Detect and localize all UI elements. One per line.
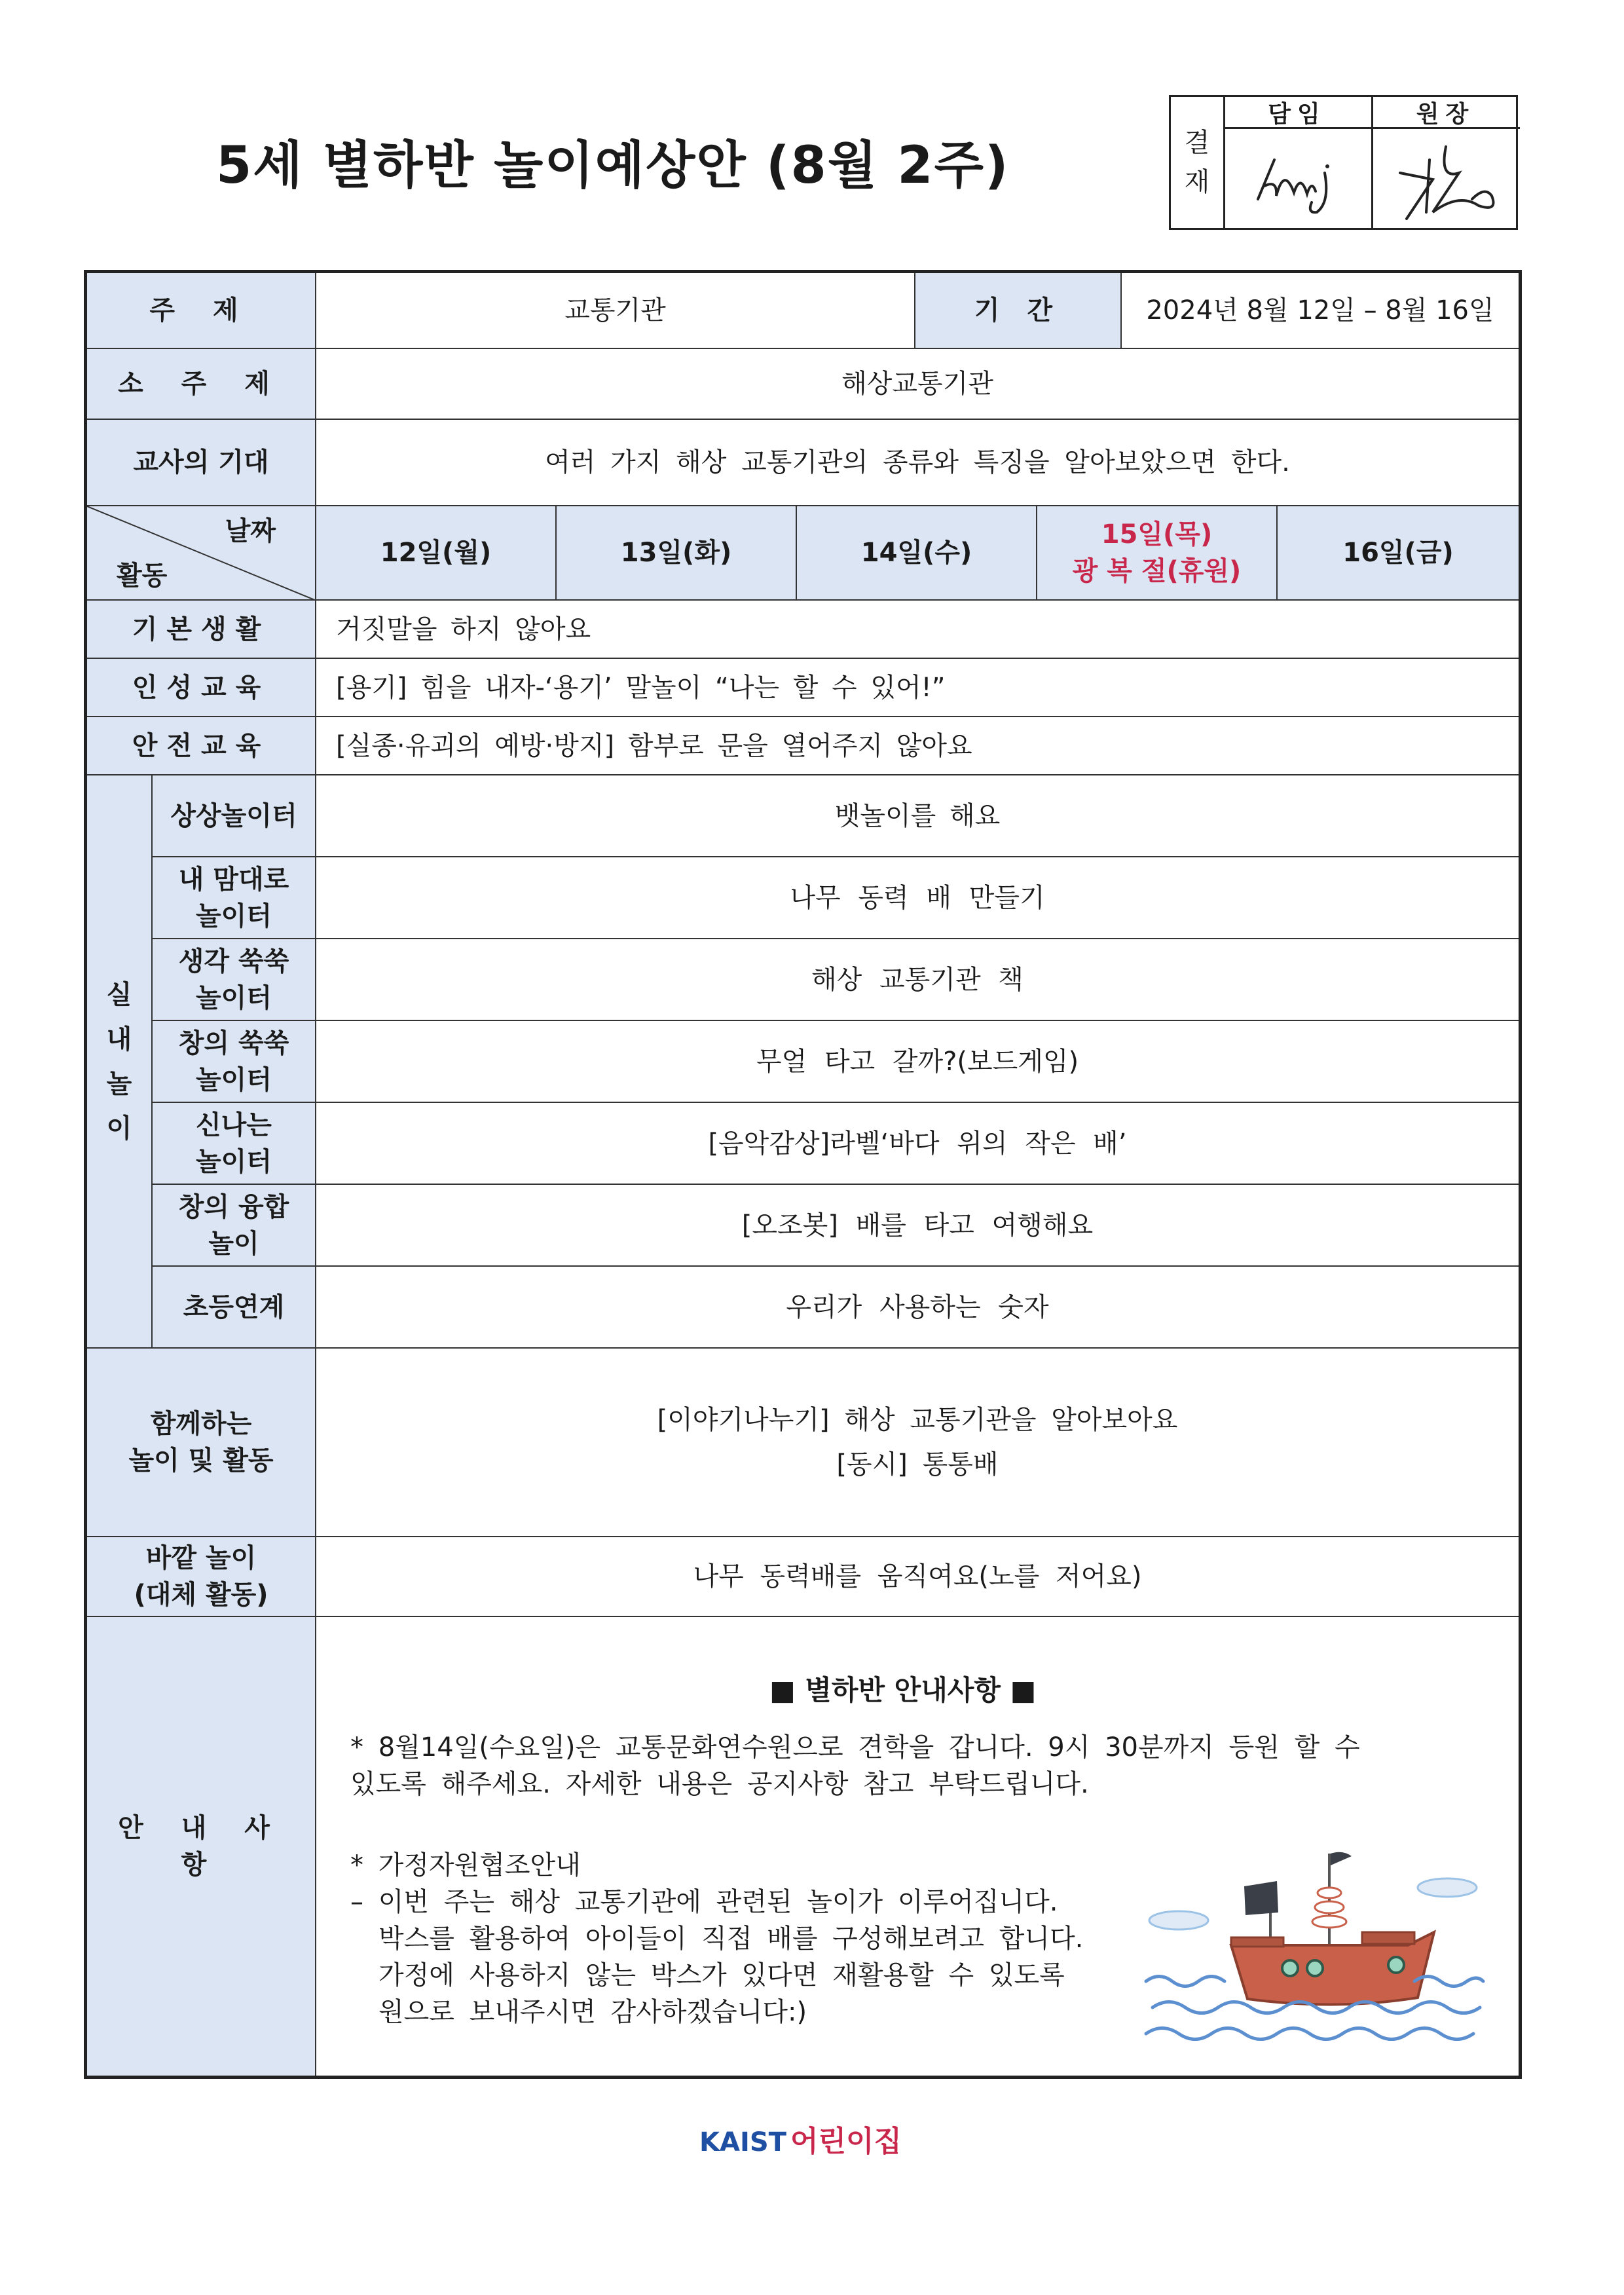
together-value bbox=[316, 1349, 1519, 1537]
together-line1: [이야기나누기] 해상 교통기관을 알아보아요 bbox=[657, 1405, 1178, 1435]
indoor-label-5 bbox=[153, 1103, 316, 1185]
notice-p2-head: * 가정자원협조안내 bbox=[350, 1850, 581, 1880]
approval-teacher bbox=[1223, 97, 1373, 228]
days-corner bbox=[87, 506, 316, 601]
day-tue: 13일(화) bbox=[557, 506, 797, 601]
indoor-label-6-line2: 놀이 bbox=[208, 1228, 259, 1259]
theme-label: 주 제 bbox=[87, 273, 316, 349]
daily-label-basic: 기본생활 bbox=[87, 601, 316, 659]
director-signature bbox=[1371, 129, 1520, 230]
expectation-value: 여러 가지 해상 교통기관의 종류와 특징을 알아보았으면 한다. bbox=[316, 420, 1519, 506]
approval-teacher-header: 담임 bbox=[1223, 97, 1371, 129]
indoor-value-2: 나무 동력 배 만들기 bbox=[316, 857, 1519, 939]
indoor-label-1 bbox=[153, 775, 316, 857]
notice-p2-line3: 가정에 사용하지 않는 박스가 있다면 재활용할 수 있도록 bbox=[378, 1960, 1065, 1990]
indoor-value-7: 우리가 사용하는 숫자 bbox=[316, 1267, 1519, 1349]
indoor-value-4: 무얼 타고 갈까?(보드게임) bbox=[316, 1021, 1519, 1103]
period-label: 기 간 bbox=[915, 273, 1122, 349]
indoor-label-7 bbox=[153, 1267, 316, 1349]
notice-label: 안 내 사 항 bbox=[87, 1617, 316, 2076]
indoor-label-5-line2: 놀이터 bbox=[196, 1146, 272, 1177]
notice-p2-line1: – 이번 주는 해상 교통기관에 관련된 놀이가 이루어집니다. bbox=[350, 1887, 1058, 1917]
together-label-line2: 놀이 및 활동 bbox=[128, 1446, 274, 1476]
outdoor-value: 나무 동력배를 움직여요(노를 저어요) bbox=[316, 1537, 1519, 1617]
approval-label-top: 결 bbox=[1184, 128, 1210, 158]
corner-date-label: 날짜 bbox=[225, 516, 276, 546]
expectation-label: 교사의 기대 bbox=[87, 420, 316, 506]
indoor-label-4-line1: 창의 쑥쑥 bbox=[178, 1028, 289, 1058]
notice-p1-line1: * 8월14일(수요일)은 교통문화연수원으로 견학을 갑니다. 9시 30분까지 등원 할 수 bbox=[350, 1732, 1360, 1763]
daily-label-safety: 안전교육 bbox=[87, 717, 316, 775]
outdoor-label-line1: 바깥 놀이 bbox=[145, 1543, 257, 1573]
theme-value: 교통기관 bbox=[316, 273, 915, 349]
day-thu bbox=[1037, 506, 1278, 601]
ship-illustration bbox=[1139, 1847, 1486, 2070]
indoor-char-4: 이 bbox=[106, 1113, 132, 1144]
together-label bbox=[87, 1349, 316, 1537]
logo-name: 어린이집 bbox=[790, 2125, 902, 2158]
approval-director-header: 원장 bbox=[1371, 97, 1520, 129]
indoor-char-3: 놀 bbox=[106, 1068, 132, 1099]
day-mon: 12일(월) bbox=[316, 506, 557, 601]
indoor-char-1: 실 bbox=[106, 979, 132, 1010]
daily-value-character: [용기] 힘을 내자-‘용기’ 말놀이 “나는 할 수 있어!” bbox=[316, 659, 1519, 717]
indoor-label-3-line1: 생각 쑥쑥 bbox=[178, 946, 289, 977]
daily-value-safety: [실종·유괴의 예방·방지] 함부로 문을 열어주지 않아요 bbox=[316, 717, 1519, 775]
indoor-value-3: 해상 교통기관 책 bbox=[316, 939, 1519, 1021]
day-fri: 16일(금) bbox=[1278, 506, 1519, 601]
plan-table bbox=[84, 270, 1522, 2079]
indoor-label-2-line2: 놀이터 bbox=[196, 901, 272, 931]
kaist-daycare-logo bbox=[699, 2118, 902, 2159]
indoor-label-2-line1: 내 맘대로 bbox=[178, 864, 289, 895]
daily-value-basic: 거짓말을 하지 않아요 bbox=[316, 601, 1519, 659]
period-value: 2024년 8월 12일 – 8월 16일 bbox=[1122, 273, 1519, 349]
indoor-label-2 bbox=[153, 857, 316, 939]
page-title: 5세 별하반 놀이예상안 (8월 2주) bbox=[216, 136, 1010, 195]
outdoor-label bbox=[87, 1537, 316, 1617]
together-line2: [동시] 통통배 bbox=[836, 1449, 999, 1480]
indoor-label-3 bbox=[153, 939, 316, 1021]
notice-p2-line4: 원으로 보내주시면 감사하겠습니다:) bbox=[378, 1997, 807, 2027]
together-label-line1: 함께하는 bbox=[150, 1409, 252, 1439]
indoor-value-5: [음악감상]라벨‘바다 위의 작은 배’ bbox=[316, 1103, 1519, 1185]
indoor-char-2: 내 bbox=[106, 1024, 132, 1054]
indoor-group-label bbox=[87, 775, 153, 1349]
subtheme-label: 소 주 제 bbox=[87, 349, 316, 420]
indoor-label-5-line1: 신나는 bbox=[196, 1110, 272, 1140]
notice-p1-line2: 있도록 해주세요. 자세한 내용은 공지사항 참고 부탁드립니다. bbox=[350, 1769, 1089, 1799]
indoor-label-4 bbox=[153, 1021, 316, 1103]
approval-box bbox=[1169, 95, 1518, 230]
outdoor-label-line2: (대체 활동) bbox=[134, 1580, 268, 1610]
indoor-value-6: [오조봇] 배를 타고 여행해요 bbox=[316, 1185, 1519, 1267]
day-thu-label: 15일(목) bbox=[1101, 519, 1213, 550]
indoor-label-1-line1: 상상놀이터 bbox=[170, 800, 297, 831]
corner-activity-label: 활동 bbox=[117, 561, 168, 591]
daily-label-character: 인성교육 bbox=[87, 659, 316, 717]
approval-label-bottom: 재 bbox=[1184, 167, 1210, 197]
indoor-label-3-line2: 놀이터 bbox=[196, 982, 272, 1013]
indoor-label-7-line1: 초등연계 bbox=[183, 1292, 285, 1322]
holiday-note: 광 복 절(휴원) bbox=[1072, 556, 1242, 586]
notice-p2-line2: 박스를 활용하여 아이들이 직접 배를 구성해보려고 합니다. bbox=[378, 1924, 1084, 1954]
teacher-signature bbox=[1223, 129, 1371, 230]
indoor-value-1: 뱃놀이를 해요 bbox=[316, 775, 1519, 857]
subtheme-value: 해상교통기관 bbox=[316, 349, 1519, 420]
notice-title: ■ 별하반 안내사항 ■ bbox=[769, 1674, 1037, 1706]
approval-label bbox=[1171, 97, 1225, 228]
approval-director bbox=[1371, 97, 1520, 228]
indoor-label-4-line2: 놀이터 bbox=[196, 1064, 272, 1095]
logo-brand: KAIST bbox=[699, 2127, 786, 2157]
indoor-label-6 bbox=[153, 1185, 316, 1267]
day-wed: 14일(수) bbox=[797, 506, 1037, 601]
indoor-label-6-line1: 창의 융합 bbox=[178, 1191, 289, 1222]
